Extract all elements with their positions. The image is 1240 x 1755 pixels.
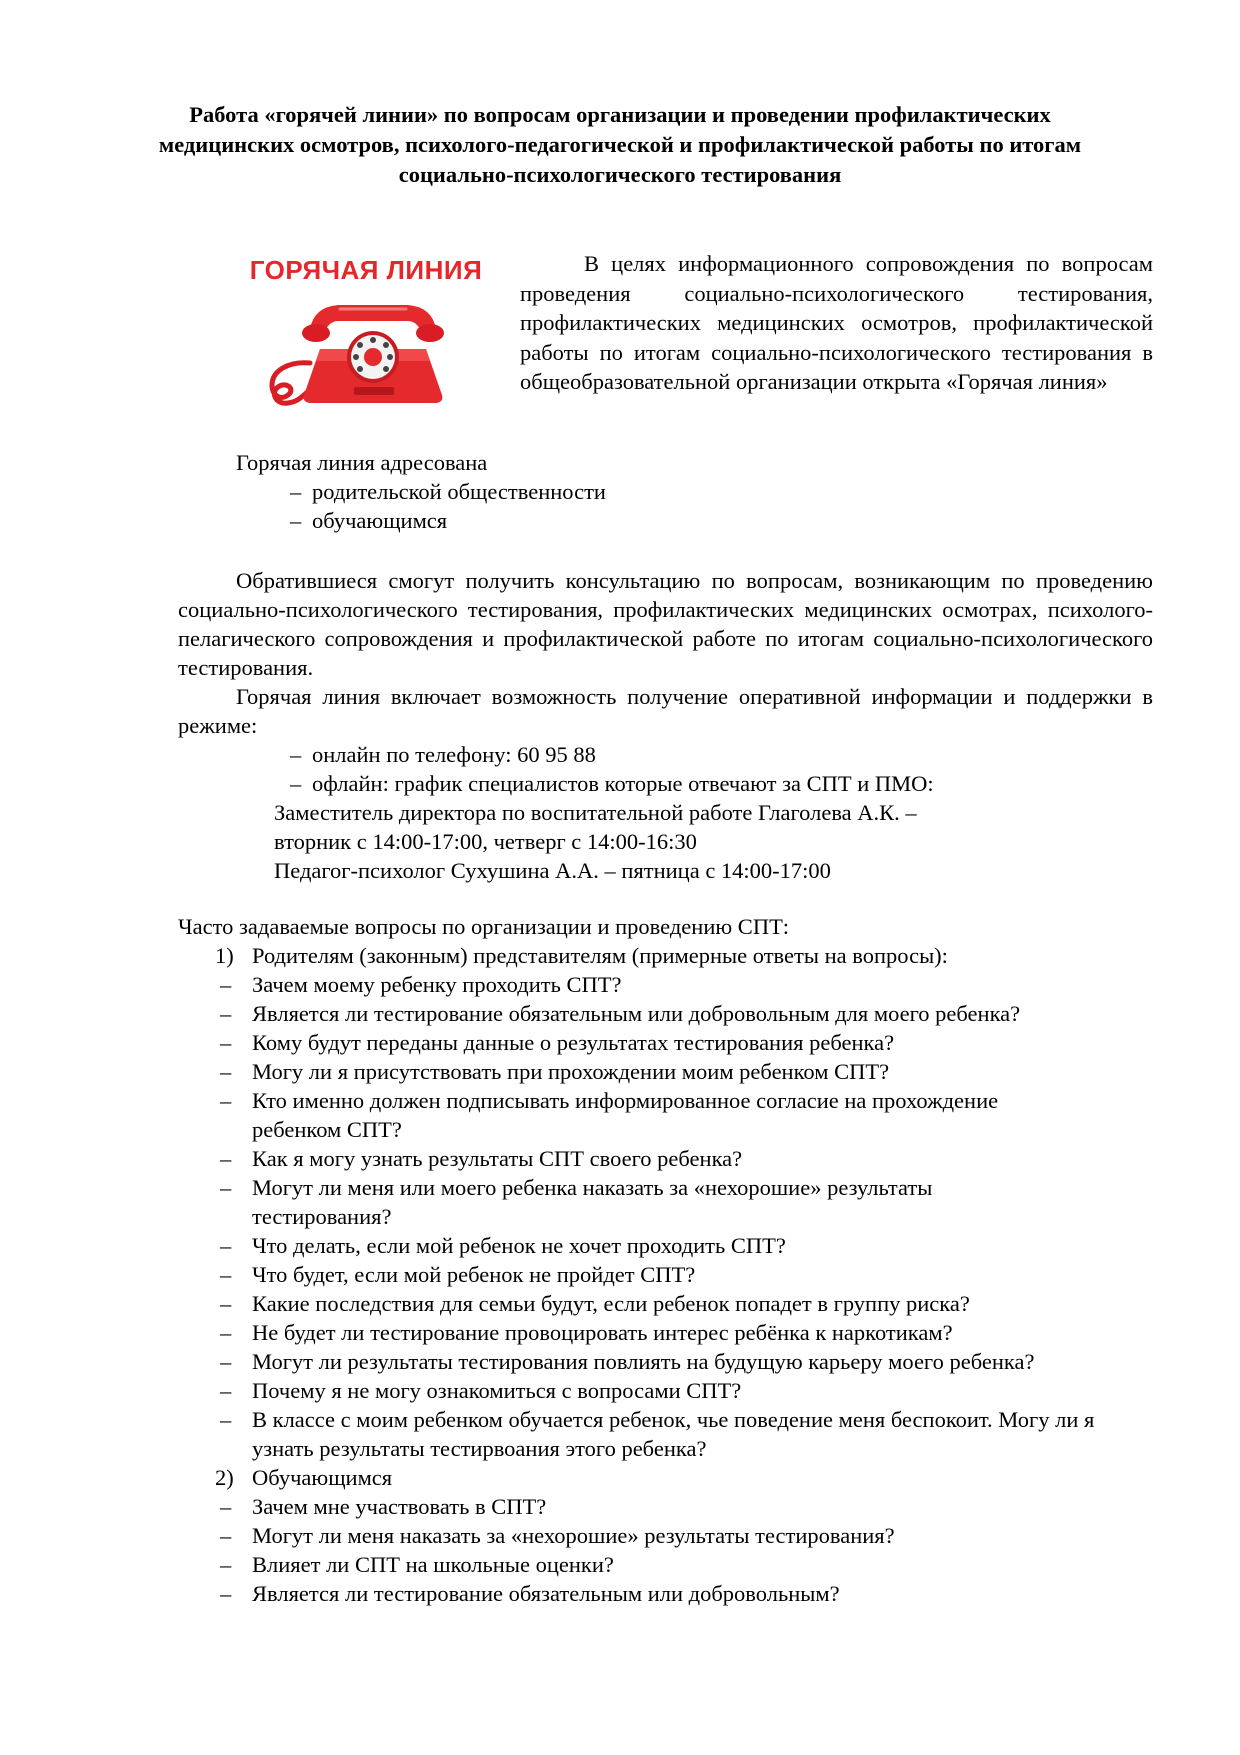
consult-section xyxy=(178,566,1153,885)
question-text: Почему я не могу ознакомиться с вопросами СПТ? xyxy=(252,1378,742,1403)
mode-online-text: онлайн по телефону: 60 95 88 xyxy=(312,742,596,767)
faq-heading: Часто задаваемые вопросы по организации и проведению СПТ: xyxy=(178,914,790,939)
dash-bullet: – xyxy=(290,479,302,504)
faq-question xyxy=(178,1260,1153,1289)
dash-bullet: – xyxy=(220,1059,232,1084)
faq-question xyxy=(178,1492,1153,1521)
dash-bullet: – xyxy=(220,1001,232,1026)
faq-question xyxy=(178,1318,1153,1347)
question-text: Что будет, если мой ребенок не пройдет СПТ? xyxy=(252,1262,696,1287)
faq-question xyxy=(178,1028,1153,1057)
group-label: Обучающимся xyxy=(252,1465,393,1490)
list-item xyxy=(178,506,1153,535)
dash-bullet: – xyxy=(220,1233,232,1258)
dash-bullet: – xyxy=(220,1146,232,1171)
question-text: Как я могу узнать результаты СПТ своего ребенка? xyxy=(252,1146,743,1171)
question-text: Зачем моему ребенку проходить СПТ? xyxy=(252,972,622,997)
hotline-logo xyxy=(248,255,484,405)
question-text: Кто именно должен подписывать информированное согласие на прохождение ребенком СПТ? xyxy=(252,1088,999,1142)
faq-question xyxy=(178,1231,1153,1260)
question-text: Является ли тестирование обязательным или добровольным для моего ребенка? xyxy=(252,1001,1021,1026)
question-text: Могу ли я присутствовать при прохождении моим ребенком СПТ? xyxy=(252,1059,890,1084)
faq-group-students xyxy=(178,1463,1153,1492)
dash-bullet: – xyxy=(220,1349,232,1374)
faq-question xyxy=(178,1376,1153,1405)
hotline-logo-text: ГОРЯЧАЯ ЛИНИЯ xyxy=(249,255,483,285)
audience-heading: Горячая линия адресована xyxy=(236,450,488,475)
audience-item-text: родительской общественности xyxy=(312,479,606,504)
faq-question xyxy=(178,1579,1153,1608)
list-item xyxy=(178,477,1153,506)
group-number: 1) xyxy=(215,943,234,968)
faq-section xyxy=(178,912,1153,1608)
dash-bullet: – xyxy=(220,1320,232,1345)
list-item xyxy=(178,740,1153,769)
question-text: Не будет ли тестирование провоцировать интерес ребёнка к наркотикам? xyxy=(252,1320,953,1345)
faq-question xyxy=(178,1521,1153,1550)
schedule-line: Заместитель директора по воспитательной работе Глаголева А.К. – xyxy=(274,800,917,825)
faq-question xyxy=(178,1144,1153,1173)
question-text: Кому будут переданы данные о результатах тестирования ребенка? xyxy=(252,1030,895,1055)
faq-question xyxy=(178,970,1153,999)
faq-question xyxy=(178,1347,1153,1376)
modes-intro-paragraph: Горячая линия включает возможность получение оперативной информации и поддержки в режиме: xyxy=(178,684,1153,738)
dash-bullet: – xyxy=(290,508,302,533)
dash-bullet: – xyxy=(220,1552,232,1577)
question-text: Могут ли меня наказать за «нехорошие» результаты тестирования? xyxy=(252,1523,895,1548)
dash-bullet: – xyxy=(220,1494,232,1519)
faq-group-parents xyxy=(178,941,1153,970)
dash-bullet: – xyxy=(220,1088,232,1113)
red-rotary-phone-icon xyxy=(258,291,474,409)
question-text: Какие последствия для семьи будут, если ребенок попадет в группу риска? xyxy=(252,1291,970,1316)
dash-bullet: – xyxy=(220,1581,232,1606)
consult-paragraph: Обратившиеся смогут получить консультацию по вопросам, возникающим по проведению социально-психологического тестирования, профилактических медицинских осмотрах, психолого-пелагического сопровождения и профилактической работе по итогам социально-психологического тестирования. xyxy=(178,568,1153,680)
dash-bullet: – xyxy=(220,1378,232,1403)
dash-bullet: – xyxy=(220,972,232,997)
faq-question xyxy=(178,1086,1153,1144)
faq-question xyxy=(178,1057,1153,1086)
faq-question xyxy=(178,1405,1153,1463)
dash-bullet: – xyxy=(220,1407,232,1432)
dash-bullet: – xyxy=(220,1175,232,1200)
faq-question xyxy=(178,999,1153,1028)
mode-offline-text: офлайн: график специалистов которые отвечают за СПТ и ПМО: xyxy=(312,771,934,796)
question-text: Зачем мне участвовать в СПТ? xyxy=(252,1494,547,1519)
schedule-line: Педагог-психолог Сухушина А.А. – пятница с 14:00-17:00 xyxy=(274,858,831,883)
question-text: Могут ли меня или моего ребенка наказать за «нехорошие» результаты тестирования? xyxy=(252,1175,933,1229)
group-number: 2) xyxy=(215,1465,234,1490)
question-text: Что делать, если мой ребенок не хочет проходить СПТ? xyxy=(252,1233,786,1258)
dash-bullet: – xyxy=(220,1262,232,1287)
dash-bullet: – xyxy=(290,771,302,796)
question-text: В классе с моим ребенком обучается ребенок, чье поведение меня беспокоит. Могу ли я узнать результаты тестирвоания этого ребенка? xyxy=(252,1407,1095,1461)
audience-item-text: обучающимся xyxy=(312,508,448,533)
audience-section xyxy=(178,448,1153,535)
dash-bullet: – xyxy=(220,1030,232,1055)
group-label: Родителям (законным) представителям (примерные ответы на вопросы): xyxy=(252,943,948,968)
schedule-line: вторник с 14:00-17:00, четверг с 14:00-16:30 xyxy=(274,829,697,854)
dash-bullet: – xyxy=(290,742,302,767)
faq-question xyxy=(178,1173,1153,1231)
faq-question xyxy=(178,1550,1153,1579)
question-text: Влияет ли СПТ на школьные оценки? xyxy=(252,1552,614,1577)
intro-paragraph: В целях информационного сопровождения по вопросам проведения социально-психологического тестирования, профилактических медицинских осмотров, профилактической работы по итогам социально-психологического тестирования в общеобразовательной организации открыта «Горячая линия» xyxy=(520,251,1153,394)
list-item xyxy=(178,769,1153,798)
question-text: Могут ли результаты тестирования повлиять на будущую карьеру моего ребенка? xyxy=(252,1349,1035,1374)
document-title: Работа «горячей линии» по вопросам организации и проведении профилактических медицинских осмотров, психолого-педагогической и профилактической работы по итогам социально-психологического тестирования xyxy=(158,102,1082,187)
dash-bullet: – xyxy=(220,1291,232,1316)
faq-question xyxy=(178,1289,1153,1318)
question-text: Является ли тестирование обязательным или добровольным? xyxy=(252,1581,840,1606)
dash-bullet: – xyxy=(220,1523,232,1548)
